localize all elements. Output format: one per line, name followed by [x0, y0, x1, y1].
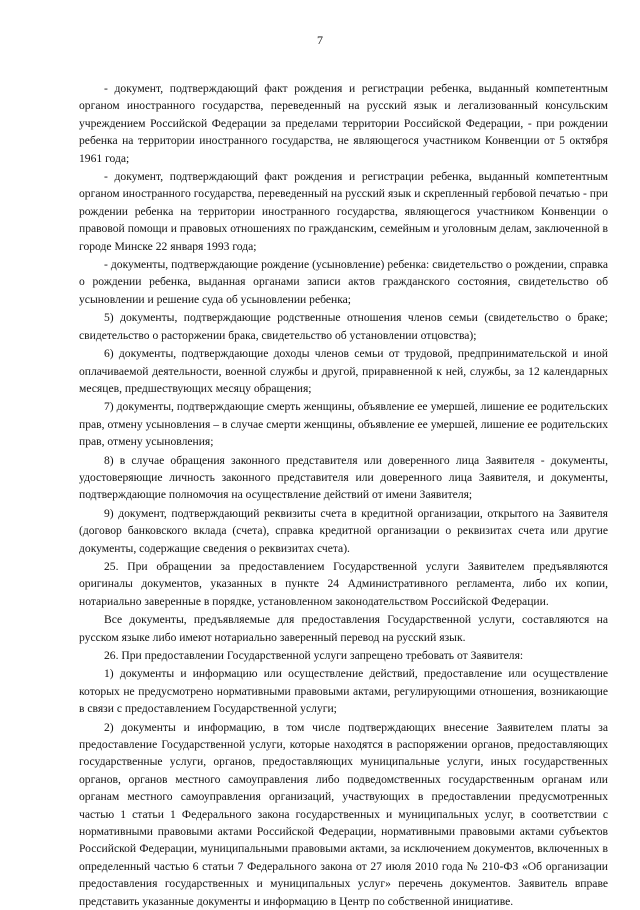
paragraph-item-9-bank-account: 9) документ, подтверждающий реквизиты счета в кредитной организации, открытого на Заявителя (договор банковского вклада (счета), справка кредитной организации о реквизитах счета или другие документы, содержащие сведения о реквизитах счета). — [79, 506, 608, 555]
paragraph-birth-document-foreign-sealed: - документ, подтверждающий факт рождения и регистрации ребенка, выданный компетентным органом иностранного государства, переведенный на русский язык и скрепленный гербовой печатью - при рождении ребенка на территории иностранного государства, являющегося участником Конвенции о правовой помощи и правовых отношениях по гражданским, семейным и уголовным делам, заключенной в городе Минске 22 января 1993 года; — [79, 170, 608, 253]
page-number: 7 — [317, 33, 323, 47]
document-body — [79, 80, 608, 910]
paragraph-item-8-representative: 8) в случае обращения законного представителя или доверенного лица Заявителя - документы, удостоверяющие личность законного представителя или доверенного лица Заявителя, и документы, подтверждающие полномочия на осуществление действий от имени Заявителя; — [79, 453, 608, 502]
paragraph-section-26: 26. При предоставлении Государственной услуги запрещено требовать от Заявителя: — [104, 649, 524, 662]
paragraph-26-item-1: 1) документы и информацию или осуществление действий, предоставление или осуществление которых не предусмотрено нормативными правовыми актами, регулирующими отношения, возникающие в связи с предоставлением Государственной услуги; — [79, 667, 608, 716]
paragraph-birth-adoption-documents: - документы, подтверждающие рождение (усыновление) ребенка: свидетельство о рождении, справка о рождении ребенка, выданная органами записи актов гражданского состояния, свидетельство об усыновлении и решение суда об усыновлении ребенка; — [79, 258, 608, 306]
paragraph-26-item-2: 2) документы и информацию, в том числе подтверждающих внесение Заявителем платы за предоставление Государственной услуги, которые находятся в распоряжении органов, предоставляющих государственные услуги, органов, предоставляющих муниципальные услуги, иных государственных органов, органов местного самоуправления либо подведомственных государственным органам или органам местного самоуправления организаций, участвующих в предоставлении предусмотренных частью 1 статьи 1 Федерального закона государственных и муниципальных услуг, в соответствии с нормативными правовыми актами Российской Федерации, нормативными правовыми актами субъектов Российской Федерации, муниципальными правовыми актами, за исключением документов, включенных в определенный частью 6 статьи 7 Федерального закона от 27 июля 2010 года № 210-ФЗ «Об организации предоставления государственных и муниципальных услуг» перечень документов. Заявитель вправе представить указанные документы и информацию в Центр по собственной инициативе. — [79, 720, 608, 908]
paragraph-item-7-death: 7) документы, подтверждающие смерть женщины, объявление ее умершей, лишение ее родительских прав, отмену усыновления – в случае смерти женщины, объявление ее умершей, лишение ее родительских прав, отмену усыновления; — [79, 400, 608, 449]
paragraph-item-6-income: 6) документы, подтверждающие доходы членов семьи от трудовой, предпринимательской и иной оплачиваемой деятельности, военной службы и другой, приравненной к ней, службы, за 12 календарных месяцев, предшествующих месяцу обращения; — [79, 347, 608, 395]
paragraph-birth-document-foreign-legalized: - документ, подтверждающий факт рождения и регистрации ребенка, выданный компетентным органом иностранного государства, переведенный на русский язык и легализованный консульским учреждением Российской Федерации за пределами территории Российской Федерации, - при рождении ребенка на территории иностранного государства, не являющегося участником Конвенции от 5 октября 1961 года; — [79, 82, 608, 165]
paragraph-russian-language: Все документы, предъявляемые для предоставления Государственной услуги, составляются на русском языке либо имеют нотариально заверенный перевод на русский язык. — [79, 613, 608, 644]
paragraph-section-25: 25. При обращении за предоставлением Государственной услуги Заявителем предъявляются оригиналы документов, указанных в пункте 24 Административного регламента, либо их копии, нотариально заверенные в порядке, установленном законодательством Российской Федерации. — [79, 559, 608, 608]
paragraph-item-5-family-relations: 5) документы, подтверждающие родственные отношения членов семьи (свидетельство о браке; свидетельство о расторжении брака, свидетельство об установлении отцовства); — [79, 311, 608, 342]
